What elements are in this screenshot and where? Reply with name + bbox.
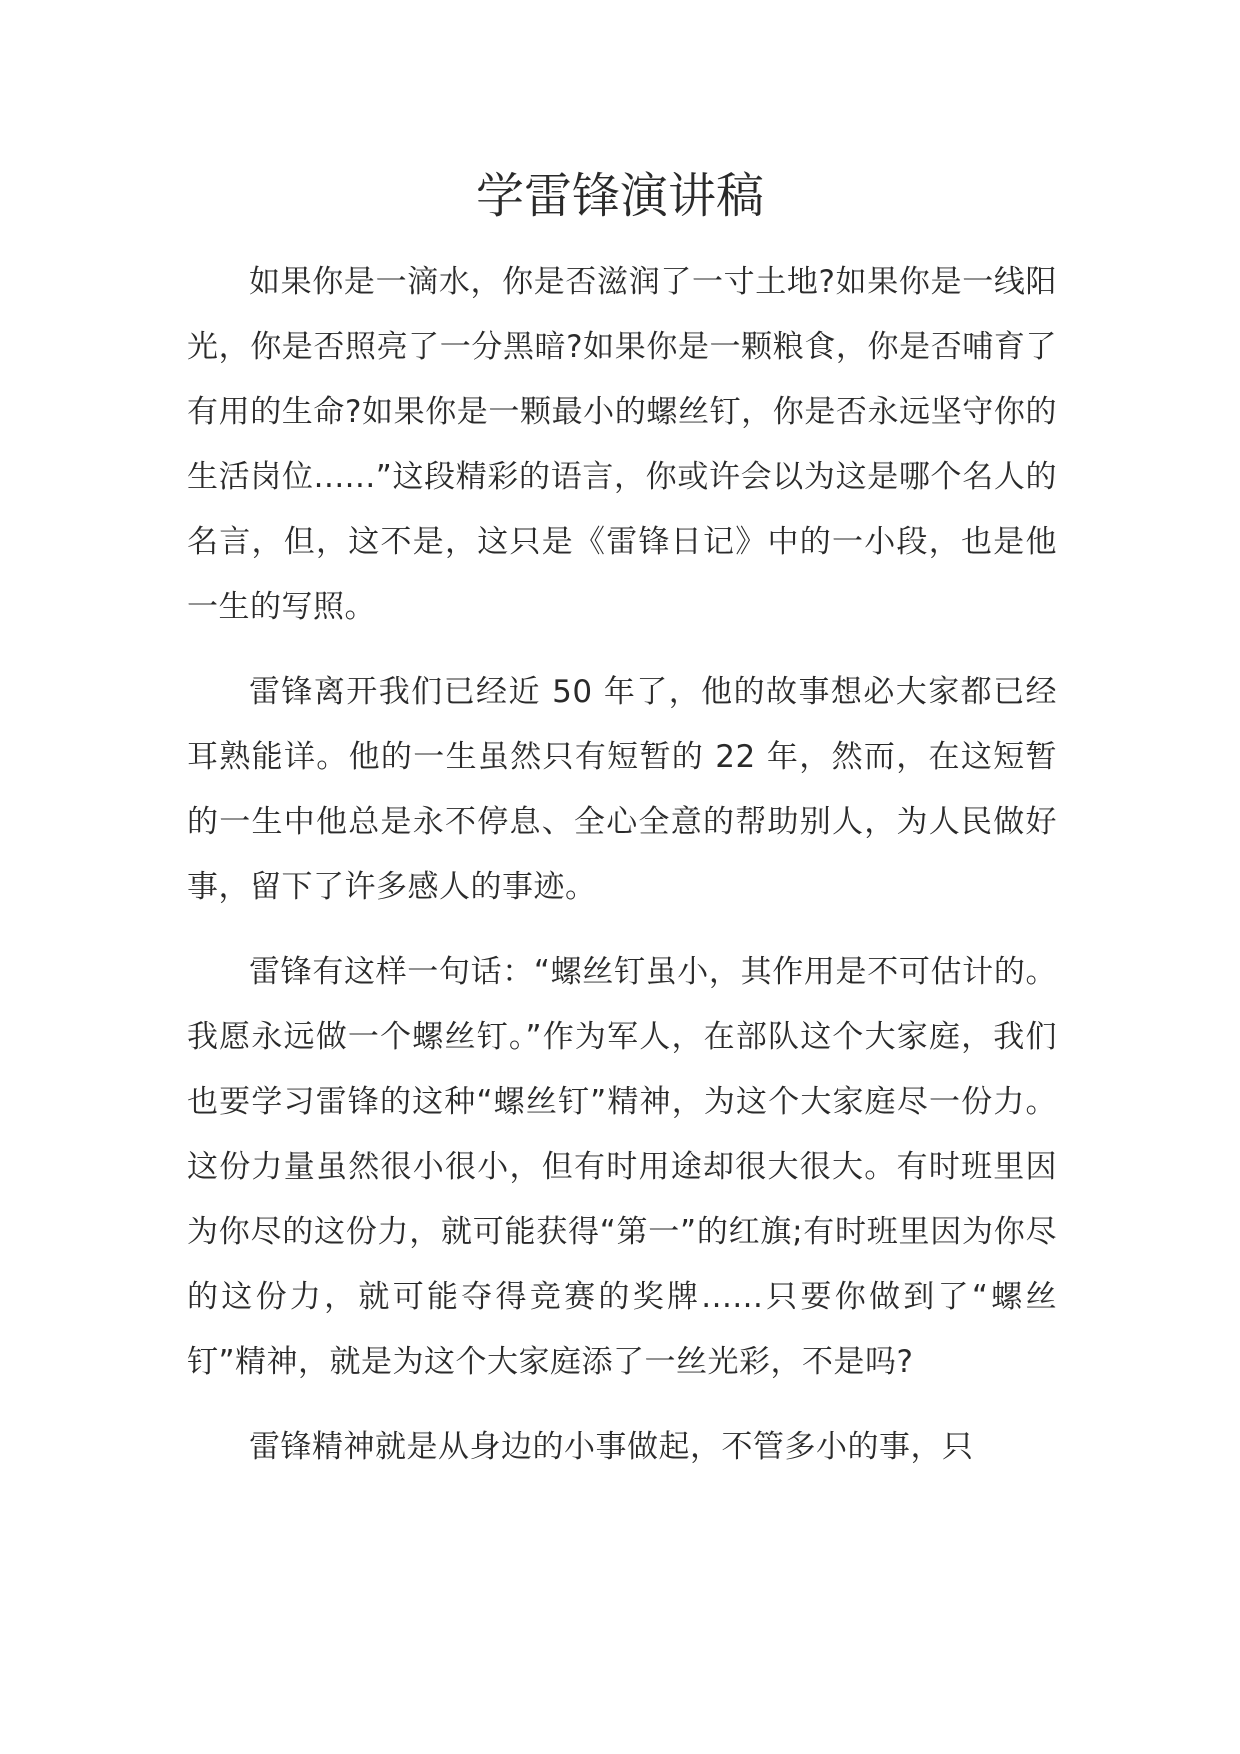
paragraph-1: 如果你是一滴水，你是否滋润了一寸土地?如果你是一线阳光，你是否照亮了一分黑暗?如果你是一颗粮食，你是否哺育了有用的生命?如果你是一颗最小的螺丝钉，你是否永远坚守你的生活岗位......”这段精彩的语言，你或许会以为这是哪个名人的名言，但，这不是，这只是《雷锋日记》中的一小段，也是他一生的写照。 [187,264,1057,625]
paragraph-4: 雷锋精神就是从身边的小事做起，不管多小的事，只 [249,1429,974,1465]
document-body [187,250,1057,1500]
paragraph-3: 雷锋有这样一句话：“螺丝钉虽小，其作用是不可估计的。我愿永远做一个螺丝钉。”作为军人，在部队这个大家庭，我们也要学习雷锋的这种“螺丝钉”精神，为这个大家庭尽一份力。这份力量虽然很小很小，但有时用途却很大很大。有时班里因为你尽的这份力，就可能获得“第一”的红旗;有时班里因为你尽的这份力，就可能夺得竞赛的奖牌......只要你做到了“螺丝钉”精神，就是为这个大家庭添了一丝光彩，不是吗? [187,954,1057,1380]
paragraph-2: 雷锋离开我们已经近 50 年了，他的故事想必大家都已经耳熟能详。他的一生虽然只有短暂的 22 年，然而，在这短暂的一生中他总是永不停息、全心全意的帮助别人，为人民做好事，留下了许多感人的事迹。 [187,674,1057,905]
document-title: 学雷锋演讲稿 [475,168,764,224]
